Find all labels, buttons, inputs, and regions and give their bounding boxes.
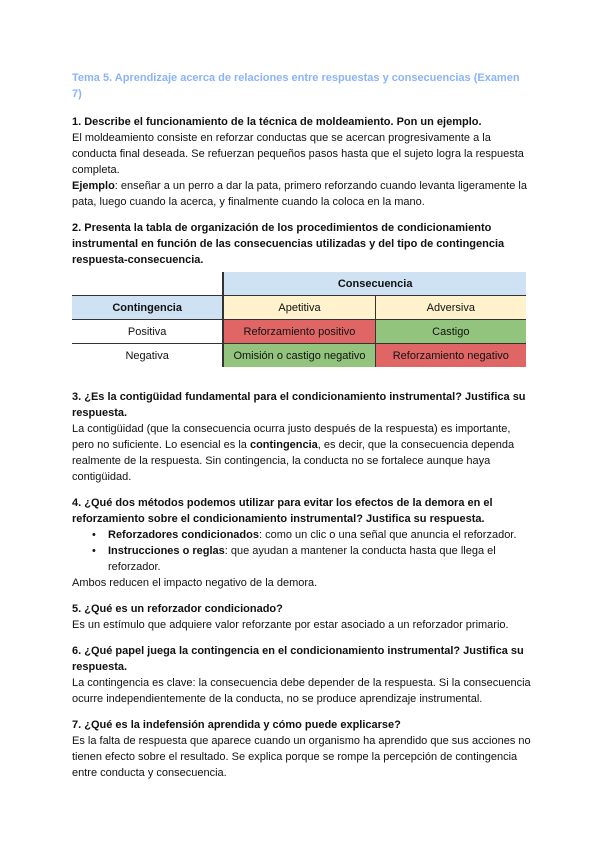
section-q5: [72, 601, 532, 633]
answer-6: La contingencia es clave: la consecuencia debe depender de la respuesta. Si la consecuencia ocurre independientemente de la conducta, no se produce aprendizaje instrumental.: [72, 677, 531, 705]
table-row: [72, 320, 526, 344]
table-header-consecuencia: Consecuencia: [223, 272, 526, 296]
row-label-negativa: Negativa: [72, 344, 223, 368]
document-title: Tema 5. Aprendizaje acerca de relaciones entre respuestas y consecuencias (Examen 7): [72, 72, 520, 100]
procedures-table: [72, 272, 526, 367]
answer-3-bold: contingencia: [249, 439, 318, 451]
row-label-positiva: Positiva: [72, 320, 223, 344]
question-6: 6. ¿Qué papel juega la contingencia en el condicionamiento instrumental? Justifica su respuesta.: [72, 645, 524, 673]
bullet-1-text: : como un clic o una señal que anuncia el reforzador.: [258, 529, 517, 541]
methods-list: [72, 527, 532, 575]
answer-7: Es la falta de respuesta que aparece cuando un organismo ha aprendido que sus acciones no tienen efecto sobre el resultado. Se explica porque se rompe la percepción de contingencia entre conducta y consecuencia.: [72, 735, 531, 779]
answer-3: [72, 421, 532, 485]
table-empty-corner: [72, 272, 223, 296]
table-col-adversiva: Adversiva: [375, 296, 526, 320]
section-q4: [72, 495, 532, 591]
bullet-1-bold: Reforzadores condicionados: [108, 529, 259, 541]
answer-3-post: , es decir, que la consecuencia dependa realmente de la respuesta. Sin contingencia, la conducta no se fortalece aunque haya contigüidad.: [72, 439, 515, 483]
list-item: [108, 527, 532, 543]
question-7: 7. ¿Qué es la indefensión aprendida y cómo puede explicarse?: [72, 719, 401, 731]
list-item: [108, 543, 532, 575]
example-text: : enseñar a un perro a dar la pata, primero reforzando cuando levanta ligeramente la pata, luego cuando la acerca, y finalmente cuando la coloca en la mano.: [72, 180, 527, 208]
cell-reforzamiento-negativo: Reforzamiento negativo: [375, 344, 526, 368]
cell-omision: Omisión o castigo negativo: [223, 344, 375, 368]
table-row: [72, 344, 526, 368]
answer-3-pre: La contigüidad (que la consecuencia ocurra justo después de la respuesta) es importante, pero no suficiente. Lo esencial es la: [72, 423, 511, 451]
cell-reforzamiento-positivo: Reforzamiento positivo: [223, 320, 375, 344]
answer-4-closing: Ambos reducen el impacto negativo de la demora.: [72, 577, 318, 589]
question-1: 1. Describe el funcionamiento de la técnica de moldeamiento. Pon un ejemplo.: [72, 116, 482, 128]
document-page: [72, 70, 532, 791]
section-q7: [72, 717, 532, 781]
bullet-2-bold: Instrucciones o reglas: [108, 545, 225, 557]
table-header-contingencia: Contingencia: [72, 296, 223, 320]
section-q1: [72, 114, 532, 210]
question-5: 5. ¿Qué es un reforzador condicionado?: [72, 603, 283, 615]
question-2: 2. Presenta la tabla de organización de los procedimientos de condicionamiento instrumental en función de las consecuencias utilizadas y del tipo de contingencia respuesta-consecuencia.: [72, 222, 505, 266]
table-col-apetitiva: Apetitiva: [223, 296, 375, 320]
answer-1: El moldeamiento consiste en reforzar conductas que se acercan progresivamente a la conducta final deseada. Se refuerzan pequeños pasos hasta que el sujeto logra la respuesta completa.: [72, 132, 524, 176]
section-q3: [72, 389, 532, 485]
question-4: 4. ¿Qué dos métodos podemos utilizar para evitar los efectos de la demora en el reforzamiento sobre el condicionamiento instrumental? Justifica su respuesta.: [72, 497, 493, 525]
question-3: 3. ¿Es la contigüidad fundamental para el condicionamiento instrumental? Justifica su respuesta.: [72, 391, 526, 419]
section-q6: [72, 643, 532, 707]
cell-castigo: Castigo: [375, 320, 526, 344]
example-1: [72, 178, 532, 210]
section-q2: [72, 220, 532, 367]
answer-5: Es un estímulo que adquiere valor reforzante por estar asociado a un reforzador primario.: [72, 619, 509, 631]
bullet-2-text: : que ayudan a mantener la conducta hasta que llega el reforzador.: [108, 545, 496, 573]
example-label: Ejemplo: [72, 180, 115, 192]
